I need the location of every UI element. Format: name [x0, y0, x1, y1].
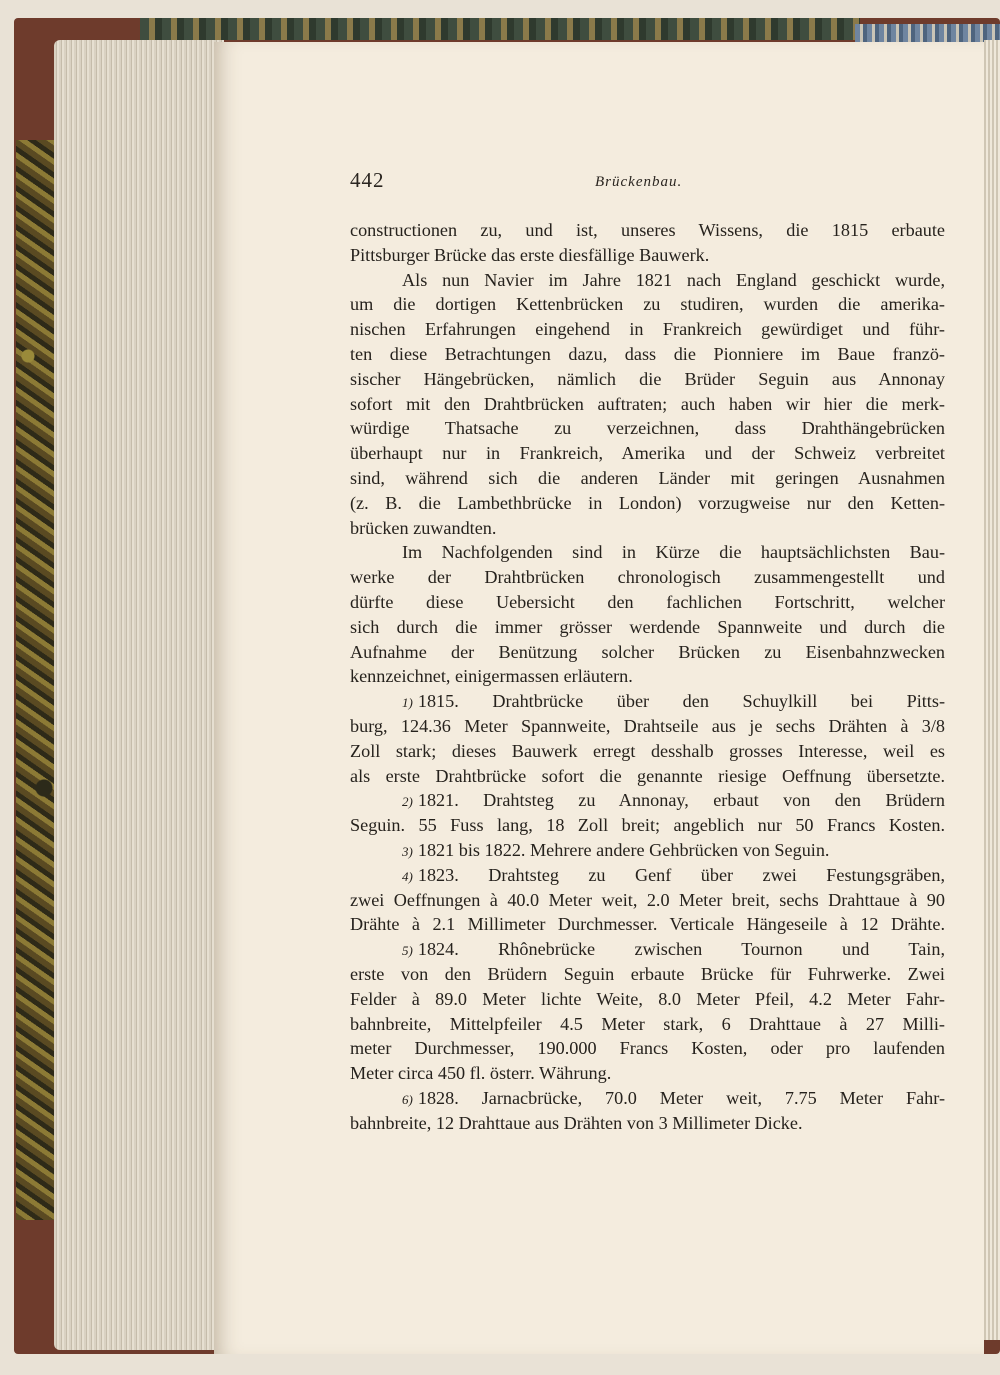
line-text: 1815. Drahtbrücke über den Schuylkill bei Pitts-: [417, 691, 945, 712]
text-line: [350, 664, 945, 689]
text-line: [350, 937, 945, 962]
text-line: [350, 714, 945, 739]
text-line: [350, 987, 945, 1012]
line-text: 1828. Jarnacbrücke, 70.0 Meter weit, 7.75 Meter Fahr-: [417, 1087, 945, 1108]
text-line: [350, 491, 945, 516]
text-line: [350, 516, 945, 541]
line-text: Drähte à 2.1 Millimeter Durchmesser. Verticale Hängeseile à 12 Drähte.: [350, 914, 945, 935]
line-text: bahnbreite, Mittelpfeiler 4.5 Meter stark, 6 Drahttaue à 27 Milli-: [350, 1013, 945, 1034]
text-line: [350, 813, 945, 838]
right-page-edges: [984, 40, 1000, 1340]
text-line: [350, 1086, 945, 1111]
line-text: kennzeichnet, einigermassen erläutern.: [350, 666, 633, 687]
line-text: überhaupt nur in Frankreich, Amerika und der Schweiz verbreitet: [350, 443, 945, 464]
text-line: [350, 540, 945, 565]
line-text: Als nun Navier im Jahre 1821 nach England geschickt wurde,: [402, 269, 945, 290]
text-line: [350, 416, 945, 441]
running-head: Brückenbau.: [595, 174, 683, 190]
line-text: Meter circa 450 fl. österr. Währung.: [350, 1063, 612, 1084]
text-line: [350, 962, 945, 987]
line-text: 1823. Drahtsteg zu Genf über zwei Festungsgräben,: [417, 864, 945, 885]
page-block-edges: [54, 40, 224, 1350]
text-line: [350, 1036, 945, 1061]
list-number: 3): [402, 843, 413, 859]
text-line: [350, 268, 945, 293]
text-line: [350, 764, 945, 789]
line-text: ten diese Betrachtungen dazu, dass die Pionniere im Baue franzö-: [350, 343, 945, 364]
text-line: [350, 788, 945, 813]
page-number: 442: [350, 168, 385, 192]
text-line: [350, 565, 945, 590]
line-text: sich durch die immer grösser werdende Spannweite und durch die: [350, 616, 945, 637]
marbled-cover-edge: [16, 140, 56, 1220]
text-line: [350, 367, 945, 392]
line-text: meter Durchmesser, 190.000 Francs Kosten, oder pro laufenden: [350, 1038, 945, 1059]
text-line: [350, 640, 945, 665]
text-line: [350, 317, 945, 342]
text-line: [350, 218, 945, 243]
text-line: [350, 1012, 945, 1037]
text-line: [350, 466, 945, 491]
text-line: [350, 590, 945, 615]
line-text: um die dortigen Kettenbrücken zu studiren, wurden die amerika-: [350, 294, 945, 315]
line-text: 1824. Rhônebrücke zwischen Tournon und Tain,: [417, 939, 945, 960]
line-text: dürfte diese Uebersicht den fachlichen Fortschritt, welcher: [350, 591, 945, 612]
text-line: [350, 888, 945, 913]
text-line: [350, 615, 945, 640]
line-text: Im Nachfolgenden sind in Kürze die hauptsächlichsten Bau-: [402, 542, 945, 563]
line-text: brücken zuwandten.: [350, 517, 497, 538]
body-text: [350, 218, 945, 1135]
line-text: Aufnahme der Benützung solcher Brücken zu Eisenbahnzwecken: [350, 641, 945, 662]
text-line: [350, 243, 945, 268]
line-text: nischen Erfahrungen eingehend in Frankreich gewürdiget und führ-: [350, 319, 945, 340]
line-text: zwei Oeffnungen à 40.0 Meter weit, 2.0 Meter breit, sechs Drahttaue à 90: [350, 889, 945, 910]
line-text: 1821 bis 1822. Mehrere andere Gehbrücken von Seguin.: [417, 839, 830, 860]
line-text: 1821. Drahtsteg zu Annonay, erbaut von den Brüdern: [417, 790, 945, 811]
line-text: Pittsburger Brücke das erste diesfällige Bauwerk.: [350, 244, 710, 265]
line-text: (z. B. die Lambethbrücke in London) vorzugweise nur den Ketten-: [350, 492, 945, 513]
text-line: [350, 342, 945, 367]
line-text: Zoll stark; dieses Bauwerk erregt desshalb grosses Interesse, weil es: [350, 740, 945, 761]
text-line: [350, 863, 945, 888]
line-text: würdige Thatsache zu verzeichnen, dass Drahthängebrücken: [350, 418, 945, 439]
line-text: sischer Hängebrücken, nämlich die Brüder Seguin aus Annonay: [350, 368, 945, 389]
list-number: 2): [402, 794, 413, 810]
list-number: 6): [402, 1091, 413, 1107]
text-line: [350, 912, 945, 937]
list-number: 4): [402, 868, 413, 884]
line-text: constructionen zu, und ist, unseres Wissens, die 1815 erbaute: [350, 220, 945, 240]
text-line: [350, 1061, 945, 1086]
line-text: sofort mit den Drahtbrücken auftraten; auch haben wir hier die merk-: [350, 393, 945, 414]
line-text: werke der Drahtbrücken chronologisch zusammengestellt und: [350, 567, 945, 588]
text-line: [350, 392, 945, 417]
text-line: [350, 441, 945, 466]
bookmark-edge: [855, 24, 1000, 44]
text-line: [350, 689, 945, 714]
line-text: sind, während sich die anderen Länder mit geringen Ausnahmen: [350, 467, 945, 488]
text-line: [350, 838, 945, 863]
marbled-top-edge: [140, 18, 860, 40]
line-text: Seguin. 55 Fuss lang, 18 Zoll breit; angeblich nur 50 Francs Kosten.: [350, 815, 945, 836]
text-line: [350, 292, 945, 317]
page-header: [350, 168, 945, 198]
line-text: Felder à 89.0 Meter lichte Weite, 8.0 Meter Pfeil, 4.2 Meter Fahr-: [350, 988, 945, 1009]
line-text: erste von den Brüdern Seguin erbaute Brücke für Fuhrwerke. Zwei: [350, 963, 945, 984]
line-text: bahnbreite, 12 Drahttaue aus Drähten von 3 Millimeter Dicke.: [350, 1112, 803, 1133]
text-line: [350, 739, 945, 764]
text-line: [350, 1111, 945, 1136]
line-text: burg, 124.36 Meter Spannweite, Drahtseile aus je sechs Drähten à 3/8: [350, 715, 945, 736]
list-number: 1): [402, 695, 413, 711]
list-number: 5): [402, 943, 413, 959]
line-text: als erste Drahtbrücke sofort die genannte riesige Oeffnung übersetzte.: [350, 765, 945, 786]
